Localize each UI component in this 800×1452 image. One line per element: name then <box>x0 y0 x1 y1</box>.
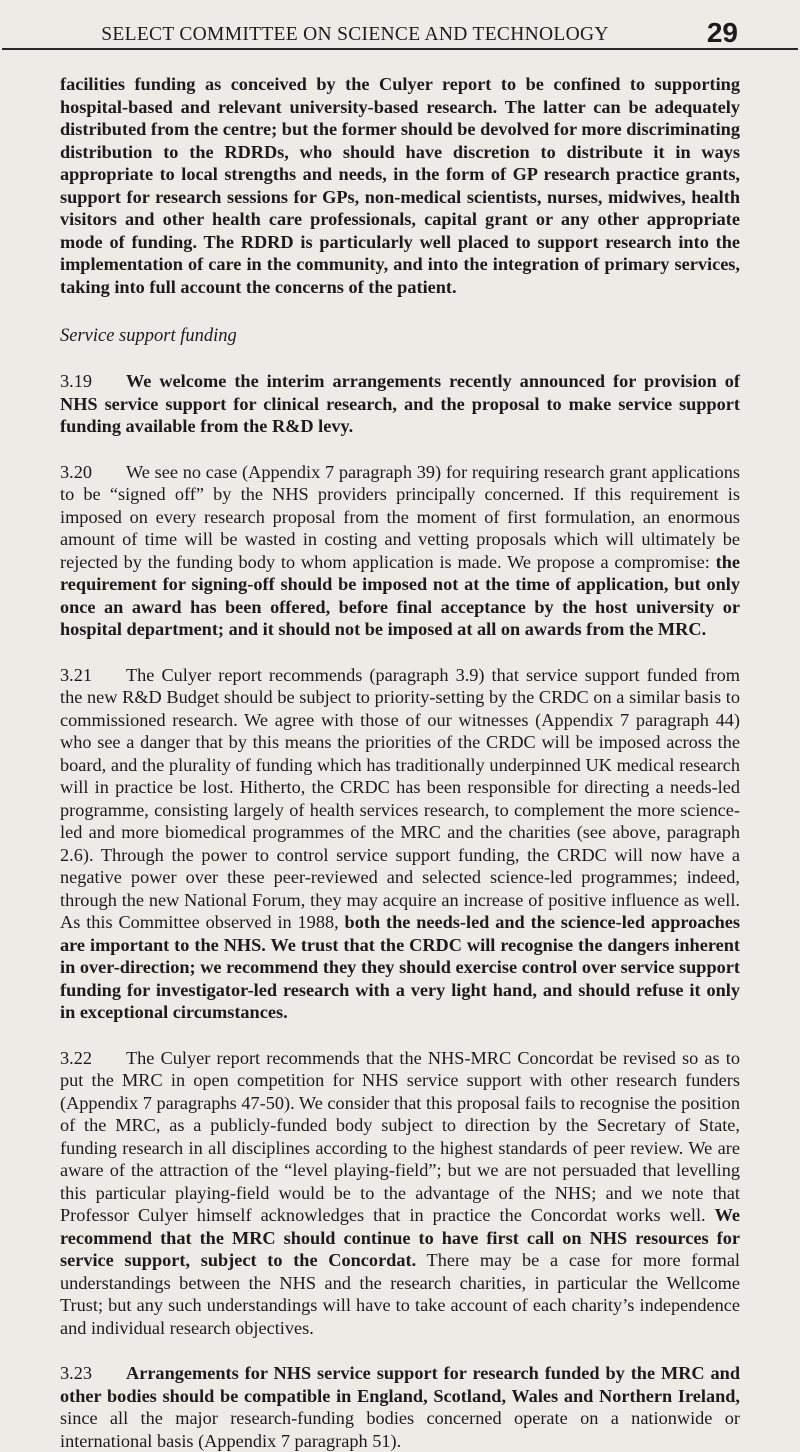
paragraph-text-after: since all the major research-funding bodies concerned operate on a nationwide or international basis (Appendix 7 paragraph 51). <box>60 1408 740 1451</box>
paragraph-text: The Culyer report recommends that the NHS-MRC Concordat be revised so as to put the MRC in open competition for NHS service support with other research funders (Appendix 7 paragraphs 47-50). We consider that this proposal fails to recognise the position of the MRC, as a publicly-funded body subject to direction by the Secretary of State, funding research in all disciplines according to the highest standards of peer review. We are aware of the attraction of the “level playing-field”; but we are not persuaded that levelling this particular playing-field would be to the advantage of the NHS; and we note that Professor Culyer himself acknowledges that in practice the Concordat works well. <box>60 1047 740 1225</box>
paragraph-number: 3.21 <box>60 664 92 685</box>
paragraph-3-23 <box>60 1362 740 1452</box>
paragraph-number: 3.20 <box>60 461 92 482</box>
paragraph-text-after: There may be a case for more formal understandings between the NHS and the research charities, in particular the Wellcome Trust; but any such understandings will have to take account of each charity’s independence and individual research objectives. <box>60 1250 741 1338</box>
paragraph-number: 3.19 <box>60 371 92 391</box>
header-title: SELECT COMMITTEE ON SCIENCE AND TECHNOLOGY <box>101 24 609 45</box>
running-header <box>2 0 798 50</box>
paragraph-bold-text: We recommend that the MRC should continue to have first call on NHS resources for service support, subject to the Concordat. <box>60 1205 740 1270</box>
page-body <box>60 50 740 1452</box>
paragraph-text: We see no case (Appendix 7 paragraph 39) for requiring research grant applications to be “signed off” by the NHS providers principally concerned. If this requirement is imposed on every research proposal from the moment of first formulation, an enormous amount of time will be wasted in costing and vetting proposals which will ultimately be rejected by the funding body to whom application is made. We propose a compromise: <box>60 461 740 572</box>
paragraph-3-21 <box>60 664 740 1024</box>
paragraph-3-19 <box>60 370 740 438</box>
paragraph-number: 3.23 <box>60 1363 92 1383</box>
page-number: 29 <box>706 17 738 48</box>
paragraph-bold-text: Arrangements for NHS service support for research funded by the MRC and other bodies should be compatible in England, Scotland, Wales and Northern Ireland, <box>60 1363 740 1406</box>
paragraph-3-20 <box>60 461 740 641</box>
intro-text: facilities funding as conceived by the Culyer report to be confined to supporting hospital-based and relevant university-based research. The latter can be adequately distributed from the centre; but the former should be devolved for more discriminating distribution to the RDRDs, who should have discretion to distribute it in ways appropriate to local strengths and needs, in the form of GP research practice grants, support for research sessions for GPs, non-medical scientists, nurses, midwives, health visitors and other health care professionals, capital grant or any other appropriate mode of funding. The RDRD is particularly well placed to support research into the implementation of care in the community, and into the integration of primary services, taking into full account the concerns of the patient. <box>60 74 740 297</box>
paragraph-3-22 <box>60 1047 740 1340</box>
paragraph-text: The Culyer report recommends (paragraph 3.9) that service support funded from the new R&D Budget should be subject to priority-setting by the CRDC on a similar basis to commissioned research. We agree with those of our witnesses (Appendix 7 paragraph 44) who see a danger that by this means the priorities of the CRDC will be imposed across the board, and the plurality of funding which has traditionally underpinned UK medical research will in practice be lost. Hitherto, the CRDC has been responsible for directing a needs-led programme, consisting largely of health services research, to complement the more science-led and more biomedical programmes of the MRC and the charities (see above, paragraph 2.6). Through the power to control service support funding, the CRDC will now have a negative power over these peer-reviewed and selected science-led programmes; indeed, through the new National Forum, they may acquire an increase of positive influence as well. As this Committee observed in 1988, <box>60 664 740 932</box>
section-heading: Service support funding <box>60 326 237 346</box>
intro-paragraph <box>60 73 740 298</box>
paragraph-number: 3.22 <box>60 1047 92 1068</box>
paragraph-bold-text: both the needs-led and the science-led approaches are important to the NHS. We trust that the CRDC will recognise the dangers inherent in over-direction; we recommend they they should exercise control over service support funding for investigator-led research with a very light hand, and should refuse it only in exceptional circumstances. <box>60 912 740 1022</box>
paragraph-bold-text: We welcome the interim arrangements recently announced for provision of NHS service support for clinical research, and the proposal to make service support funding available from the R&D levy. <box>60 371 740 436</box>
paragraph-bold-text: the requirement for signing-off should be imposed not at the time of application, but only once an award has been offered, before final acceptance by the host university or hospital department; and it should not be imposed at all on awards from the MRC. <box>60 551 740 639</box>
